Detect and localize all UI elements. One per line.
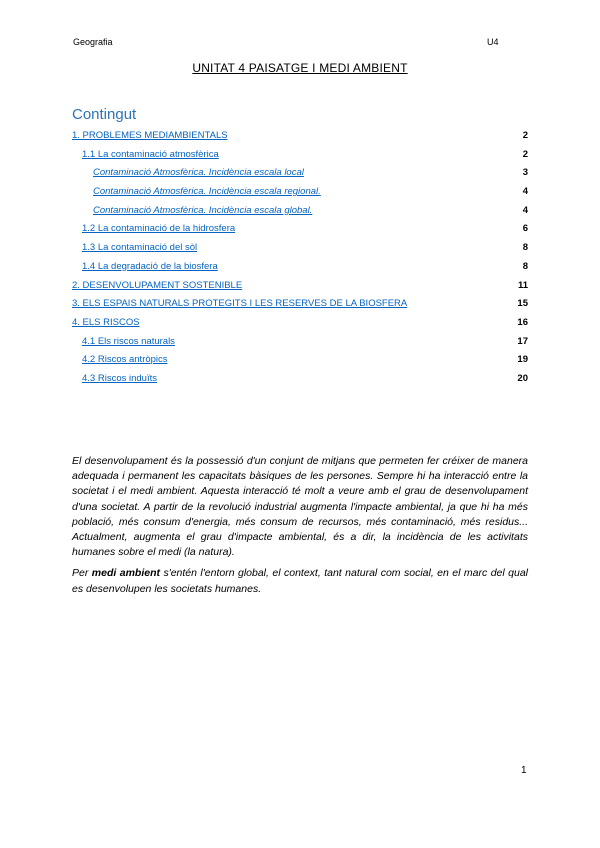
- toc-entry-link[interactable]: 1.3 La contaminació del sòl: [82, 242, 198, 254]
- toc-entry-page: 4: [522, 186, 528, 198]
- toc-entry-link[interactable]: 4.3 Riscos induïts: [82, 372, 157, 384]
- toc-entry[interactable]: [72, 130, 528, 149]
- toc-entry[interactable]: [72, 336, 528, 355]
- toc-entry[interactable]: [72, 149, 528, 168]
- toc-entry-link[interactable]: 2. DESENVOLUPAMENT SOSTENIBLE: [72, 279, 243, 291]
- toc-entry[interactable]: [72, 186, 528, 205]
- toc-entry[interactable]: [72, 223, 528, 242]
- toc-entry[interactable]: [72, 373, 528, 392]
- toc-entry[interactable]: [72, 261, 528, 280]
- toc-entry[interactable]: [72, 317, 528, 336]
- term-medi-ambient: medi ambient: [91, 567, 161, 580]
- toc-entry-page: 4: [522, 204, 528, 216]
- toc-entry[interactable]: [72, 298, 528, 317]
- toc-entry-link[interactable]: 1.1 La contaminació atmosfèrica: [82, 148, 219, 160]
- toc-entry-page: 17: [517, 335, 528, 347]
- toc-entry-link[interactable]: 4. ELS RISCOS: [72, 316, 140, 328]
- paragraph-development: El desenvolupament és la possessió d'un conjunt de mitjans que permeten fer créixer de manera adequada i permanent les capacitats bàsiques de les persones. Sempre hi ha interacció entre la societat i el medi ambient. Aquesta interacció té molt a veure amb el grau de desenvolupament d'una societat. A partir de la revolució industrial augmenta l'impacte ambiental, ja que hi ha més població, més consum d'energia, més consum de recursos, més contaminació, més residus... Actualment, augmenta el grau d'impacte ambiental, és a dir, la incidència de les activitats humanes sobre el medi (la natura).: [72, 455, 528, 559]
- header-unit: U4: [487, 37, 499, 47]
- toc-entry-page: 8: [522, 260, 528, 272]
- table-of-contents: [72, 130, 528, 392]
- toc-entry-link[interactable]: 1.2 La contaminació de la hidrosfera: [82, 223, 236, 235]
- toc-entry-link[interactable]: Contaminació Atmosfèrica. Incidència escala local: [93, 167, 304, 179]
- paragraph-rest: s'entén l'entorn global, el context, tant natural com social, en el marc del qual es desenvolupen les societats humanes.: [72, 567, 529, 595]
- page-number: 1: [521, 765, 527, 776]
- toc-entry[interactable]: [72, 280, 528, 299]
- toc-entry-page: 11: [517, 279, 528, 291]
- body-text: [72, 454, 528, 603]
- toc-entry-page: 6: [522, 223, 528, 235]
- toc-heading: Contingut: [72, 106, 137, 123]
- toc-entry-page: 15: [517, 298, 528, 310]
- toc-entry-page: 19: [517, 354, 528, 366]
- toc-entry-page: 20: [517, 372, 528, 384]
- toc-entry[interactable]: [72, 167, 528, 186]
- paragraph-prefix: Per: [72, 567, 92, 580]
- toc-entry-link[interactable]: Contaminació Atmosfèrica. Incidència escala global.: [93, 204, 313, 216]
- toc-entry-link[interactable]: 4.1 Els riscos naturals: [82, 335, 175, 347]
- toc-entry-page: 3: [522, 167, 528, 179]
- toc-entry-page: 2: [522, 148, 528, 160]
- toc-entry-link[interactable]: 4.2 Riscos antròpics: [82, 354, 168, 366]
- toc-entry-link[interactable]: 1.4 La degradació de la biosfera: [82, 260, 218, 272]
- toc-entry-page: 16: [517, 316, 528, 328]
- toc-entry-page: 2: [522, 130, 528, 141]
- toc-entry-link[interactable]: 3. ELS ESPAIS NATURALS PROTEGITS I LES RESERVES DE LA BIOSFERA: [72, 298, 408, 310]
- toc-entry[interactable]: [72, 205, 528, 224]
- toc-entry-link[interactable]: 1. PROBLEMES MEDIAMBIENTALS: [72, 130, 228, 141]
- paragraph-environment: [72, 566, 528, 596]
- toc-entry[interactable]: [72, 242, 528, 261]
- document-title: UNITAT 4 PAISATGE I MEDI AMBIENT: [192, 61, 408, 75]
- header-subject: Geografia: [73, 37, 113, 47]
- toc-entry[interactable]: [72, 354, 528, 373]
- toc-entry-link[interactable]: Contaminació Atmosfèrica. Incidència escala regional.: [93, 186, 321, 198]
- toc-entry-page: 8: [522, 242, 528, 254]
